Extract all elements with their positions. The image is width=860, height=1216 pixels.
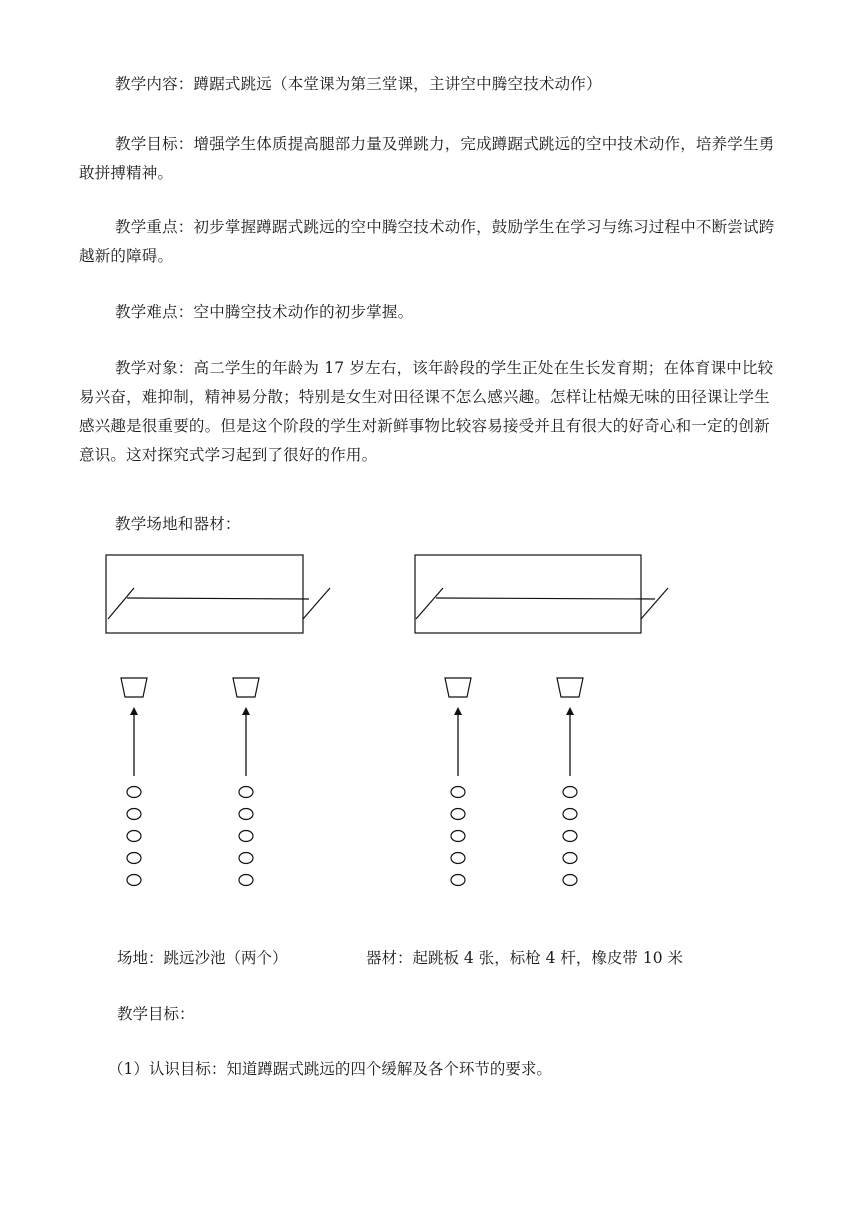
sandpit-1-rubber-band	[127, 598, 309, 599]
sandpit-2-outline	[415, 555, 641, 633]
takeoff-board	[233, 678, 259, 697]
paragraph-teaching-goal: 教学目标：增强学生体质提高腿部力量及弹跳力，完成蹲踞式跳远的空中技术动作，培养学生勇敢拼搏精神。	[79, 135, 775, 182]
student-marker	[563, 853, 577, 864]
student-marker	[127, 809, 141, 820]
student-marker	[239, 831, 253, 842]
student-marker	[451, 853, 465, 864]
student-marker	[563, 787, 577, 798]
student-marker	[127, 831, 141, 842]
run-up-lane	[557, 678, 583, 886]
student-marker	[451, 787, 465, 798]
sandpit-1-left-pole	[108, 588, 134, 619]
student-marker	[451, 831, 465, 842]
venue-caption: 场地：跳远沙池（两个）	[117, 949, 288, 967]
sandpit-2-rubber-band	[436, 598, 655, 599]
student-marker	[239, 875, 253, 886]
student-marker	[563, 831, 577, 842]
run-up-lane	[233, 678, 259, 886]
takeoff-board	[557, 678, 583, 697]
sandpit-1	[106, 555, 330, 633]
student-marker	[239, 787, 253, 798]
long-jump-field-diagram	[0, 540, 860, 900]
paragraph-teaching-focus: 教学重点：初步掌握蹲踞式跳远的空中腾空技术动作，鼓励学生在学习与练习过程中不断尝试跨越新的障碍。	[79, 218, 775, 265]
sandpit-1-right-pole	[303, 588, 330, 619]
student-marker	[127, 875, 141, 886]
sandpit-1-outline	[106, 555, 303, 633]
takeoff-board	[445, 678, 471, 697]
student-marker	[451, 875, 465, 886]
sandpit-2	[415, 555, 668, 633]
student-marker	[563, 809, 577, 820]
paragraph-teaching-content: 教学内容：蹲踞式跳远（本堂课为第三堂课，主讲空中腾空技术动作）	[115, 75, 602, 93]
paragraph-teaching-target: 教学对象：高二学生的年龄为 17 岁左右，该年龄段的学生正处在生长发育期；在体育课中比较易兴奋，难抑制，精神易分散；特别是女生对田径课不怎么感兴趣。怎样让枯燥无味的田径课让学生感兴趣是很重要的。但是这个阶段的学生对新鲜事物比较容易接受并且有很大的好奇心和一定的创新意识。这对探究式学习起到了很好的作用。	[79, 359, 774, 464]
student-marker	[127, 787, 141, 798]
objectives-heading: 教学目标：	[117, 1005, 195, 1023]
takeoff-board	[121, 678, 147, 697]
student-marker	[127, 853, 141, 864]
sandpit-2-left-pole	[416, 588, 443, 619]
student-marker	[451, 809, 465, 820]
student-marker	[239, 809, 253, 820]
objective-item-1: （1）认识目标：知道蹲踞式跳远的四个缓解及各个环节的要求。	[108, 1060, 552, 1078]
run-up-lanes	[121, 678, 583, 886]
student-marker	[239, 853, 253, 864]
student-marker	[563, 875, 577, 886]
paragraph-teaching-difficulty: 教学难点：空中腾空技术动作的初步掌握。	[115, 303, 414, 321]
paragraph-venue-heading: 教学场地和器材：	[115, 515, 241, 533]
sandpit-2-right-pole	[641, 588, 668, 619]
equipment-caption: 器材：起跳板 4 张，标枪 4 杆，橡皮带 10 米	[366, 949, 684, 967]
run-up-lane	[445, 678, 471, 886]
run-up-lane	[121, 678, 147, 886]
